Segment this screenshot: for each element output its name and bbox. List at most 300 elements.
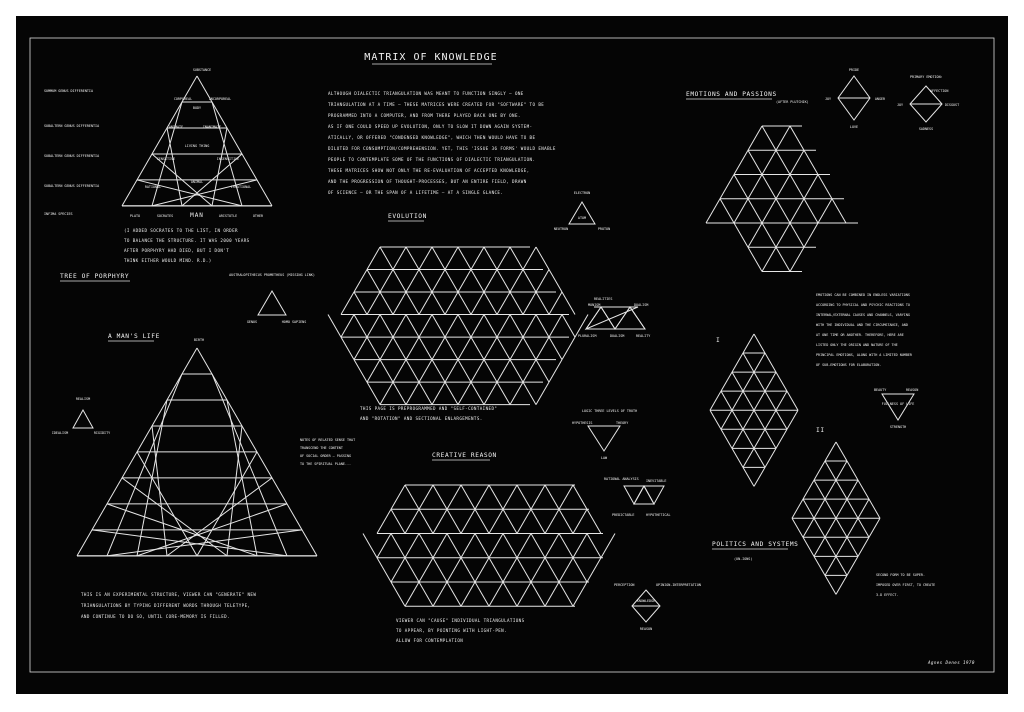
evolution-line-edge (341, 337, 354, 360)
politics-one-line-edge (765, 391, 776, 410)
politics-one-line-edge (754, 448, 765, 467)
evolution-line-edge (341, 315, 354, 338)
creative-line-edge (405, 485, 419, 509)
pride-bottom: LOVE (849, 125, 859, 129)
emotion-line-edge (804, 150, 818, 174)
porphyry-label: MAN (190, 212, 204, 219)
perception-right: OPINION-INTERPRETATION (656, 583, 701, 587)
creative-line-edge (573, 533, 587, 557)
emotion-line-edge (734, 223, 748, 247)
evolution-line-edge (471, 315, 484, 338)
mans-life-line-edge (122, 478, 227, 556)
evolution-line-edge (445, 270, 458, 293)
evolution-line-edge (497, 337, 510, 360)
rational-triangle-3 (644, 486, 664, 504)
creative-line-edge (391, 582, 405, 606)
creative-line-edge (419, 558, 433, 582)
emotions-heading: EMOTIONS AND PASSIONS (686, 91, 777, 98)
creative-reason-note-line: ALLOW FOR CONTEMPLATION (396, 638, 464, 643)
creative-line-edge (503, 582, 517, 606)
politics-two-line-edge (825, 537, 836, 556)
politics-one-line-edge (765, 372, 776, 391)
evolution-line-edge (367, 382, 380, 405)
evolution-line-edge (367, 292, 380, 315)
evolution-line-edge (510, 382, 523, 405)
evolution-line-edge (328, 315, 341, 338)
evolution-line-edge (536, 247, 549, 270)
politics-marker-2: II (816, 427, 825, 434)
evolution-line-edge (484, 315, 497, 338)
evolution-line-edge (536, 292, 549, 315)
evolution-line-edge (432, 292, 445, 315)
evolution-line-edge (471, 247, 484, 270)
politics-two-line-edge (869, 499, 880, 518)
mans-life-heading: A MAN'S LIFE (108, 333, 160, 340)
evolution-line-edge (562, 315, 575, 338)
emotion-line-edge (790, 150, 804, 174)
realism-triad (52, 397, 110, 435)
emotion-line-edge (776, 126, 790, 150)
politics-two-line-edge (836, 518, 847, 537)
emotion-line-edge (776, 247, 790, 271)
creative-line-edge (573, 582, 587, 606)
evolution-note-line: AND "ROTATION" AND SECTIONAL ENLARGEMENTS. (360, 416, 483, 421)
creative-reason-grid (363, 485, 615, 606)
handwritten-note (300, 438, 355, 466)
politics-two-line-edge (847, 461, 858, 480)
perception-left: PERCEPTION (614, 583, 635, 587)
politics-two-line-edge (814, 461, 825, 480)
creative-reason (363, 452, 615, 643)
evolution-line-edge (419, 382, 432, 405)
realism-apex: REALISM (75, 397, 91, 401)
emotion-line-edge (762, 150, 776, 174)
evolution-line-edge (458, 247, 471, 270)
emotions-and-passions (686, 68, 959, 367)
evolution-line-edge (406, 360, 419, 383)
evolution-line-edge (562, 292, 575, 315)
signature: Agnes Denes 1970 (928, 660, 975, 665)
politics-two-line-edge (814, 556, 825, 575)
politics-two-line-edge (825, 461, 836, 480)
creative-line-edge (475, 485, 489, 509)
politics-one-line-edge (732, 353, 743, 372)
creative-line-edge (545, 485, 559, 509)
politics-two-line-edge (825, 442, 836, 461)
truth-heading: LOGIC THREE LEVELS OF TRUTH (582, 409, 638, 413)
creative-reason-note-line: VIEWER CAN "CAUSE" INDIVIDUAL TRIANGULATIONS (396, 618, 525, 623)
politics-two-line-edge (825, 499, 836, 518)
creative-line-edge (377, 533, 391, 557)
evolution-line-edge (523, 360, 536, 383)
evolution-line-edge (523, 337, 536, 360)
emotion-line-edge (734, 150, 748, 174)
creative-line-edge (433, 582, 447, 606)
creative-line-edge (475, 582, 489, 606)
emotion-line-edge (776, 174, 790, 198)
rational-left: RATIONAL ANALYSIS (604, 477, 639, 481)
evolution-line-edge (432, 337, 445, 360)
pride-right: ANGER (874, 97, 886, 101)
evolution-line-edge (354, 337, 367, 360)
emotion-line-edge (748, 174, 762, 198)
evolution-line-edge (484, 337, 497, 360)
evolution-line-edge (497, 270, 510, 293)
politics-diamond-two (792, 442, 880, 594)
politics-two-line-edge (836, 442, 847, 461)
atom-left: NEUTRON (553, 227, 569, 231)
emotion-line-edge (762, 223, 776, 247)
politics-one-line-edge (721, 372, 732, 391)
australopithecus-right: HOMO SAPIENS (281, 320, 307, 324)
australopithecus-left: GENUS (246, 320, 258, 324)
creative-line-edge (419, 509, 433, 533)
evolution-line-edge (445, 292, 458, 315)
intro-line: PEOPLE TO CONTEMPLATE SOME OF THE FUNCTIONS OF DIALECTIC TRIANGULATION. (328, 157, 536, 162)
porphyry-side-label: SUBALTERN GENUS DIFFERENTIA (44, 184, 100, 188)
politics-one-line-edge (743, 448, 754, 467)
evolution-line-edge (536, 360, 549, 383)
truth-triangle (588, 426, 620, 451)
porphyry-line-edge (167, 128, 182, 206)
emotion-line-edge (762, 126, 776, 150)
evolution-line-edge (432, 360, 445, 383)
evolution-line-edge (510, 247, 523, 270)
evolution-line-edge (432, 247, 445, 270)
politics-one-line-edge (754, 410, 765, 429)
creative-line-edge (475, 509, 489, 533)
politics-one-line-edge (743, 467, 754, 486)
porphyry-label: ARISTOTLE (218, 214, 238, 218)
politics-two-line-edge (836, 461, 847, 480)
emotion-line-edge (818, 174, 832, 198)
realities-heading: REALITIES (594, 297, 613, 301)
porphyry-label: IRRATIONAL (230, 185, 252, 189)
evolution-line-edge (458, 270, 471, 293)
evolution-line-edge (484, 247, 497, 270)
creative-line-edge (433, 558, 447, 582)
politics-two-line-edge (803, 480, 814, 499)
creative-line-edge (363, 533, 377, 557)
evolution-line-edge (471, 382, 484, 405)
realities-label: DUALISM (610, 334, 625, 338)
creative-line-edge (573, 558, 587, 582)
truth-right: THEORY (616, 421, 629, 425)
politics-two-line-edge (869, 518, 880, 537)
politics-one-line-edge (787, 391, 798, 410)
emotions-text-line: AT ONE TIME OR ANOTHER. THEREFORE, HERE ARE (816, 333, 904, 337)
evolution-line-edge (393, 270, 406, 293)
mans-life-line-edge (92, 530, 287, 556)
creative-line-edge (503, 509, 517, 533)
creative-line-edge (559, 533, 573, 557)
beauty-triad (874, 388, 918, 429)
rational-analysis (604, 477, 671, 517)
creative-line-edge (489, 533, 503, 557)
handwritten-note-line: NOTES OF RELATED SENSE THAT (300, 438, 356, 442)
evolution-line-edge (510, 315, 523, 338)
creative-line-edge (391, 533, 405, 557)
creative-line-edge (377, 558, 391, 582)
evolution-line-edge (549, 337, 562, 360)
evolution-line-edge (549, 360, 562, 383)
primary-bottom: SADNESS (918, 127, 934, 131)
politics-one-line-edge (776, 391, 787, 410)
creative-line-edge (433, 533, 447, 557)
porphyry-note-line: AFTER PORPHYRY HAD DIED, BUT I DON'T (124, 248, 230, 253)
politics-one-line-edge (743, 372, 754, 391)
emotion-line-edge (734, 199, 748, 223)
evolution-line-edge (354, 292, 367, 315)
politics-one-line-edge (765, 353, 776, 372)
evolution-line-edge (536, 270, 549, 293)
creative-line-edge (461, 533, 475, 557)
creative-line-edge (559, 509, 573, 533)
primary-emotion (897, 75, 959, 131)
politics-two-line-edge (825, 480, 836, 499)
emotion-line-edge (790, 126, 804, 150)
realities (578, 297, 650, 338)
primary-left: JOY (896, 103, 904, 107)
perception-bottom: REASON (639, 627, 653, 631)
politics-one-line-edge (765, 448, 776, 467)
evolution-line-edge (536, 337, 549, 360)
evolution-line-edge (458, 382, 471, 405)
evolution-line-edge (536, 315, 549, 338)
emotion-line-edge (790, 247, 804, 271)
emotion-line-edge (804, 223, 818, 247)
pride-left: JOY (824, 97, 832, 101)
evolution-line-edge (523, 270, 536, 293)
creative-line-edge (419, 485, 433, 509)
evolution-line-edge (367, 247, 380, 270)
politics-note-line: IMPOSED OVER FIRST, TO CREATE (876, 583, 936, 587)
creative-line-edge (433, 485, 447, 509)
creative-line-edge (447, 509, 461, 533)
creative-line-edge (419, 582, 433, 606)
emotion-line-edge (748, 150, 762, 174)
evolution-line-edge (471, 360, 484, 383)
creative-line-edge (587, 509, 601, 533)
creative-line-edge (405, 533, 419, 557)
politics-one-line-edge (754, 353, 765, 372)
creative-line-edge (447, 558, 461, 582)
truth-bottom: LAW (600, 456, 608, 460)
politics-one-line-edge (732, 410, 743, 429)
politics-one-line-edge (721, 410, 732, 429)
politics-one-line-edge (732, 448, 743, 467)
page-title: MATRIX OF KNOWLEDGE (364, 52, 498, 63)
rational-bottom-right: HYPOTHETICAL (646, 513, 671, 517)
evolution-hexagon-grid (328, 247, 588, 405)
creative-line-edge (573, 509, 587, 533)
mans-life-note-line: THIS IS AN EXPERIMENTAL STRUCTURE, VIEWER CAN "GENERATE" NEW (81, 592, 257, 597)
evolution-line-edge (419, 292, 432, 315)
creative-line-edge (531, 558, 545, 582)
porphyry-label: SENSITIVE (156, 157, 176, 161)
realities-label: REALITY (636, 334, 651, 338)
atom-center: ATOM (577, 216, 587, 220)
politics-one-line-edge (710, 391, 721, 410)
creative-line-edge (559, 558, 573, 582)
evolution-line-edge (419, 270, 432, 293)
politics-two-line-edge (792, 518, 803, 537)
evolution-line-edge (484, 292, 497, 315)
evolution-line-edge (484, 382, 497, 405)
emotion-line-edge (748, 247, 762, 271)
perception-knowledge (614, 583, 701, 631)
creative-line-edge (587, 558, 601, 582)
rational-triangle-2 (634, 486, 654, 504)
primary-top: AFFECTION (930, 89, 949, 93)
porphyry-label: INANIMATE (202, 125, 222, 129)
creative-line-edge (531, 533, 545, 557)
beauty-center: FULLNESS OF LIFE (881, 402, 915, 406)
realities-strip (586, 307, 645, 329)
politics-two-line-edge (836, 499, 847, 518)
politics-one-line-edge (776, 372, 787, 391)
emotion-line-edge (804, 199, 818, 223)
emotion-line-edge (776, 150, 790, 174)
rational-bottom-left: PREDICTABLE (612, 513, 635, 517)
realities-label: DUALISM (634, 303, 649, 307)
evolution-heading: EVOLUTION (388, 213, 427, 220)
emotion-line-edge (762, 174, 776, 198)
politics-one-line-edge (721, 429, 732, 448)
creative-line-edge (531, 509, 545, 533)
pride-top: PRIDE (848, 68, 860, 72)
emotion-line-edge (748, 199, 762, 223)
emotions-subheading: (AFTER PLUTCHIK) (776, 100, 809, 104)
evolution-line-edge (458, 360, 471, 383)
politics-one-line-edge (743, 391, 754, 410)
intro-line: DILUTED FOR CONSUMPTION/COMPREHENSION. YET, THIS 'ISSUE 36 FORMS' WOULD ENABLE (328, 146, 556, 151)
creative-line-edge (461, 485, 475, 509)
intro-line: ATICALLY, OR OFFERED "CONDENSED KNOWLEDGE", WHICH THEN WOULD HAVE TO BE (328, 135, 536, 140)
evolution-line-edge (562, 337, 575, 360)
porphyry-label: PLATO (129, 214, 141, 218)
emotion-line-edge (762, 199, 776, 223)
porphyry-heading: TREE OF PORPHYRY (60, 273, 130, 280)
emotion-line-edge (776, 223, 790, 247)
creative-line-edge (405, 509, 419, 533)
politics-one-line-edge (743, 334, 754, 353)
evolution-line-edge (445, 382, 458, 405)
politics-one-line-edge (710, 410, 721, 429)
politics-one-line-edge (721, 391, 732, 410)
evolution-line-edge (523, 315, 536, 338)
politics-two-line-edge (814, 480, 825, 499)
evolution-line-edge (354, 270, 367, 293)
realism-triangle (73, 410, 93, 428)
creative-line-edge (391, 558, 405, 582)
evolution-line-edge (393, 382, 406, 405)
australopithecus-triad (229, 273, 315, 324)
politics-one-line-edge (754, 391, 765, 410)
evolution-line-edge (484, 270, 497, 293)
evolution-line-edge (497, 247, 510, 270)
evolution-line-edge (523, 292, 536, 315)
realities-label: MONISM (588, 303, 601, 307)
evolution-line-edge (380, 337, 393, 360)
evolution-line-edge (445, 337, 458, 360)
emotions-text (816, 293, 913, 367)
emotion-line-edge (790, 223, 804, 247)
creative-line-edge (489, 485, 503, 509)
evolution-line-edge (380, 292, 393, 315)
porphyry-note-line: THINK EITHER WOULD MIND. R.D.) (124, 258, 212, 263)
beauty-triangle (882, 394, 914, 420)
evolution-line-edge (549, 270, 562, 293)
realities-label: PLURALISM (578, 334, 597, 338)
porphyry-label: OTHER (252, 214, 264, 218)
evolution-line-edge (536, 382, 549, 405)
porphyry-label: BODY (192, 106, 202, 110)
matrix-of-knowledge-drawing (16, 16, 1008, 694)
politics-heading: POLITICS AND SYSTEMS (712, 541, 799, 548)
atom-triad (554, 191, 610, 231)
emotion-line-edge (720, 199, 734, 223)
emotions-grid (706, 126, 858, 271)
evolution-line-edge (497, 292, 510, 315)
politics-one-line-edge (743, 353, 754, 372)
intro-line: PROGRAMMED INTO A COMPUTER, AND FROM THERE PLAYED BACK ONE BY ONE. (328, 113, 521, 118)
politics-two-line-edge (814, 537, 825, 556)
emotion-line-edge (790, 199, 804, 223)
politics-one-line-edge (754, 429, 765, 448)
creative-line-edge (517, 485, 531, 509)
a-mans-life (77, 333, 317, 619)
politics-two-line-edge (814, 499, 825, 518)
handwritten-note-line: TRANSCEND THE CONTENT (300, 446, 343, 450)
politics-two-line-edge (847, 556, 858, 575)
politics-one-line-edge (743, 410, 754, 429)
evolution-line-edge (471, 337, 484, 360)
evolution-line-edge (497, 315, 510, 338)
politics-two-line-edge (803, 518, 814, 537)
politics-diamond-one (710, 334, 798, 486)
politics-two-line-edge (858, 518, 869, 537)
evolution-line-edge (393, 360, 406, 383)
evolution-line-edge (445, 315, 458, 338)
mans-life-line-edge (212, 374, 287, 556)
politics-one-line-edge (732, 391, 743, 410)
beauty-right: REASON (906, 388, 919, 392)
evolution-line-edge (380, 270, 393, 293)
evolution-line-edge (549, 292, 562, 315)
intro-line: AS IF ONE COULD SPEED UP EVOLUTION, ONLY TO SLOW IT DOWN AGAIN SYSTEM- (328, 124, 533, 129)
politics-one-line-edge (765, 429, 776, 448)
evolution-line-edge (445, 360, 458, 383)
politics-two-line-edge (847, 480, 858, 499)
porphyry-side-label: SUBALTERN GENUS DIFFERENTIA (44, 124, 100, 128)
evolution-line-edge (354, 360, 367, 383)
creative-line-edge (517, 533, 531, 557)
creative-line-edge (503, 485, 517, 509)
handwritten-note-line: TO THE SPIRITUAL PLANE... (300, 462, 352, 466)
emotions-text-line: EMOTIONS CAN BE COMBINED IN ENDLESS VARIATIONS (816, 293, 910, 297)
porphyry-note-line: TO BALANCE THE STRUCTURE. IT WAS 2000 YEARS (124, 238, 250, 243)
evolution-line-edge (406, 270, 419, 293)
porphyry-line-edge (212, 128, 227, 206)
primary-heading: PRIMARY EMOTION: (910, 75, 943, 79)
evolution-line-edge (406, 382, 419, 405)
truth-left: HYPOTHESIS (572, 421, 593, 425)
creative-line-edge (517, 582, 531, 606)
creative-line-edge (559, 485, 573, 509)
tree-of-porphyry (44, 68, 272, 281)
politics-note-line: SECOND FORM TO BE SUPER- (876, 573, 925, 577)
